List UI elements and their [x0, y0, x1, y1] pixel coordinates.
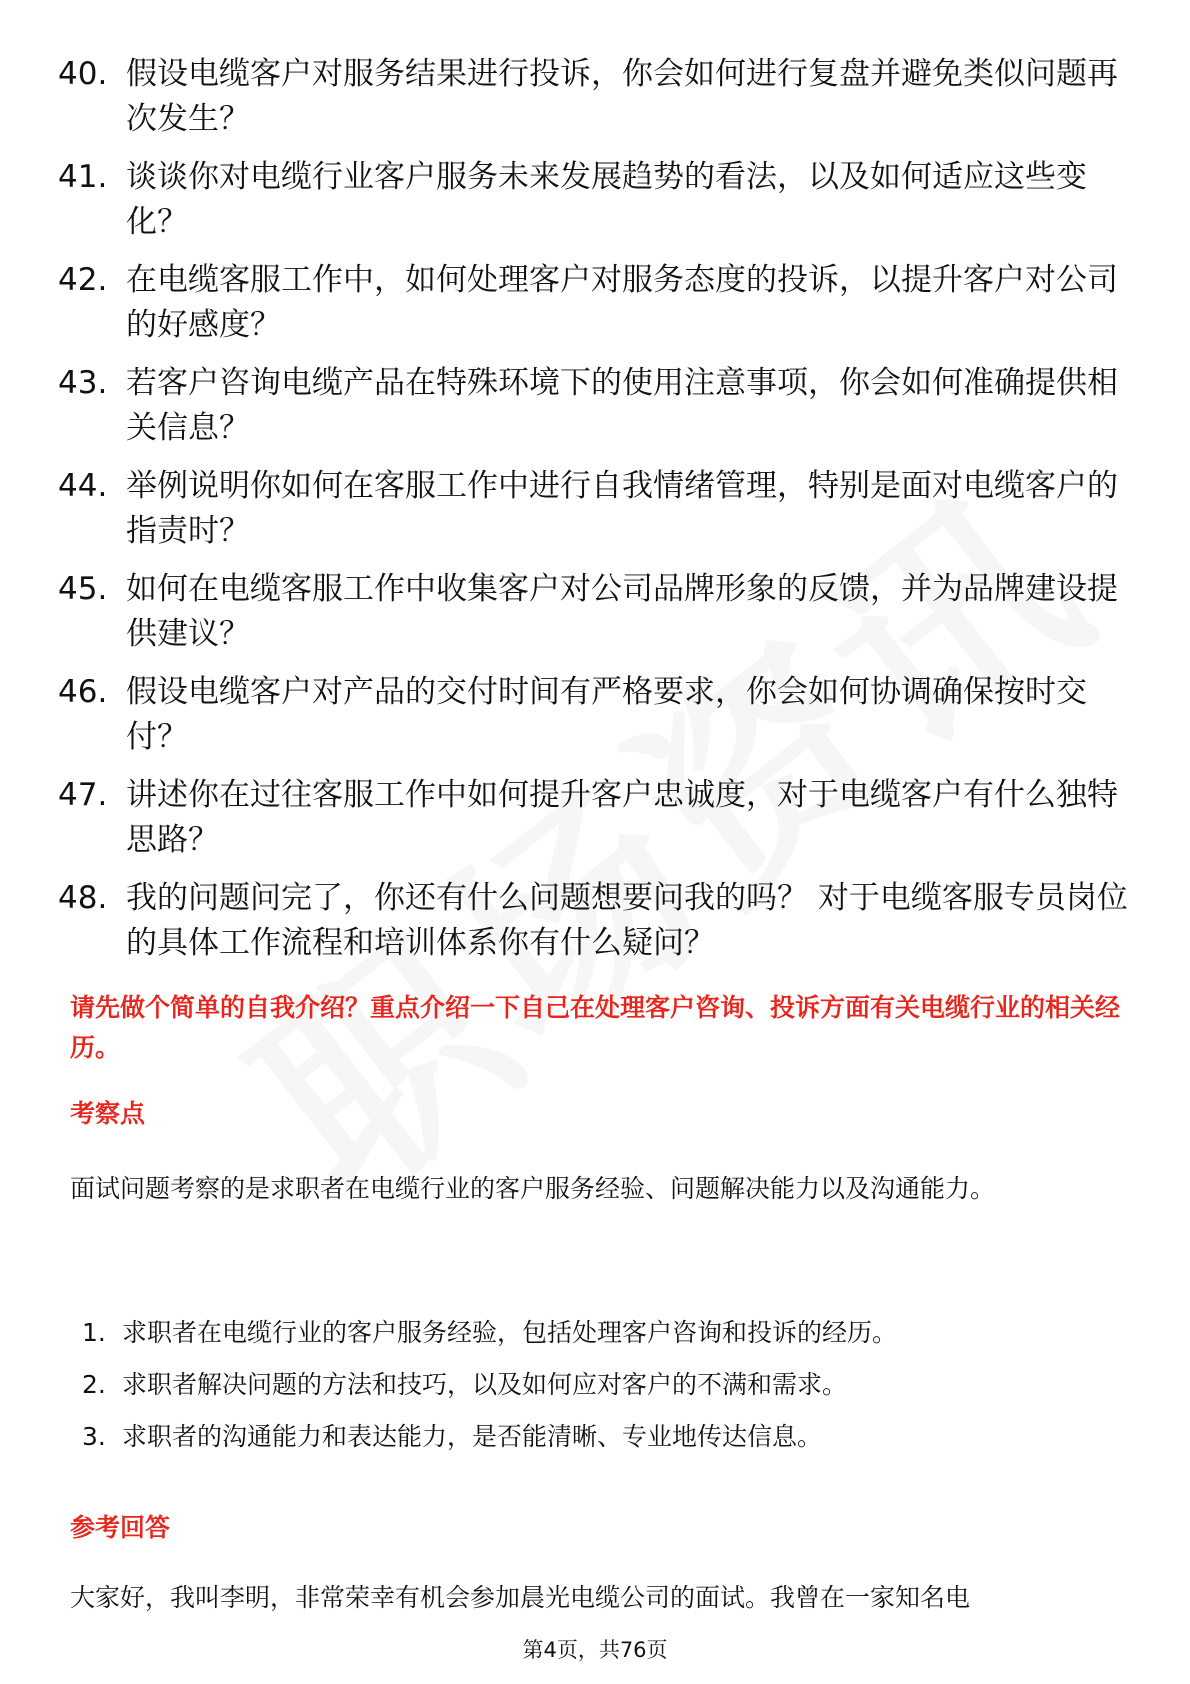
assessment-point	[82, 1417, 1122, 1469]
point-number: 1.	[82, 1318, 106, 1347]
question-number: 47.	[58, 777, 108, 813]
question-item	[58, 567, 1138, 657]
assessment-point	[82, 1313, 1122, 1365]
question-number: 46.	[58, 674, 108, 710]
question-number: 41.	[58, 159, 108, 195]
assessment-intro: 面试问题考察的是求职者在电缆行业的客户服务经验、问题解决能力以及沟通能力。	[70, 1174, 996, 1203]
point-text: 求职者解决问题的方法和技巧，以及如何应对客户的不满和需求。	[122, 1370, 848, 1399]
question-item	[58, 155, 1138, 245]
question-number: 42.	[58, 262, 108, 298]
question-text: 如何在电缆客服工作中收集客户对公司品牌形象的反馈，并为品牌建设提供建议？	[126, 571, 1118, 652]
question-item	[58, 361, 1138, 451]
point-number: 3.	[82, 1422, 106, 1451]
question-text: 若客户咨询电缆产品在特殊环境下的使用注意事项，你会如何准确提供相关信息？	[126, 365, 1118, 446]
question-number: 43.	[58, 365, 108, 401]
question-text: 我的问题问完了，你还有什么问题想要问我的吗？ 对于电缆客服专员岗位的具体工作流程和培训体系你有什么疑问？	[126, 880, 1128, 961]
question-text: 在电缆客服工作中，如何处理客户对服务态度的投诉，以提升客户对公司的好感度？	[126, 262, 1118, 343]
question-item	[58, 670, 1138, 760]
assessment-points-heading: 考察点	[70, 1099, 146, 1128]
question-text: 假设电缆客户对服务结果进行投诉，你会如何进行复盘并避免类似问题再次发生？	[126, 56, 1118, 137]
question-text: 假设电缆客户对产品的交付时间有严格要求，你会如何协调确保按时交付？	[126, 674, 1087, 755]
reference-answer-text: 大家好，我叫李明，非常荣幸有机会参加晨光电缆公司的面试。我曾在一家知名电	[70, 1583, 971, 1612]
point-text: 求职者的沟通能力和表达能力，是否能清晰、专业地传达信息。	[122, 1422, 823, 1451]
page-footer: 第4页，共76页	[522, 1638, 668, 1662]
point-number: 2.	[82, 1370, 106, 1399]
question-list	[58, 52, 1138, 979]
question-number: 44.	[58, 468, 108, 504]
question-item	[58, 52, 1138, 142]
point-text: 求职者在电缆行业的客户服务经验，包括处理客户咨询和投诉的经历。	[122, 1318, 898, 1347]
question-text: 举例说明你如何在客服工作中进行自我情绪管理，特别是面对电缆客户的指责时？	[126, 468, 1118, 549]
assessment-point-list	[82, 1313, 1122, 1469]
question-item	[58, 773, 1138, 863]
question-text: 谈谈你对电缆行业客户服务未来发展趋势的看法，以及如何适应这些变化？	[126, 159, 1087, 240]
question-item	[58, 876, 1138, 966]
question-item	[58, 258, 1138, 348]
question-number: 45.	[58, 571, 108, 607]
question-number: 48.	[58, 880, 108, 916]
question-text: 讲述你在过往客服工作中如何提升客户忠诚度，对于电缆客户有什么独特思路？	[126, 777, 1118, 858]
featured-question-heading: 请先做个简单的自我介绍？重点介绍一下自己在处理客户咨询、投诉方面有关电缆行业的相关经历。	[70, 993, 1121, 1062]
assessment-point	[82, 1365, 1122, 1417]
reference-answer-heading: 参考回答	[70, 1513, 171, 1542]
question-number: 40.	[58, 56, 108, 92]
question-item	[58, 464, 1138, 554]
